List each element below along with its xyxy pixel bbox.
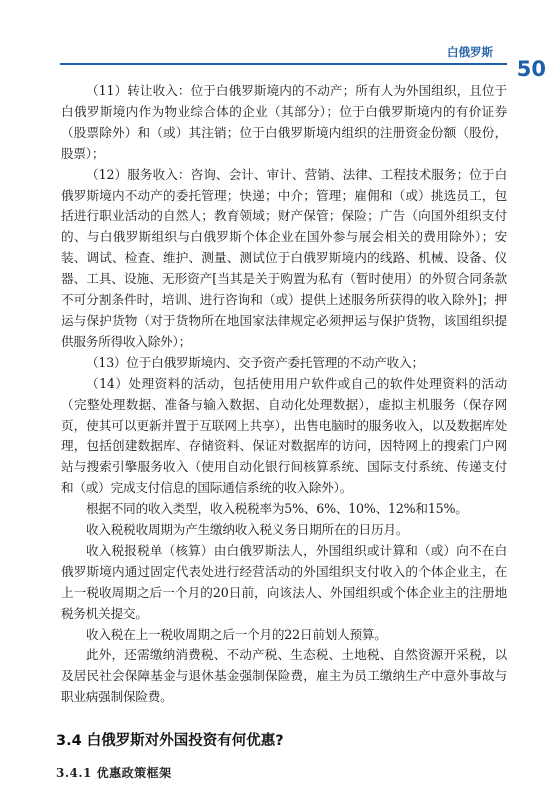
paragraph-other-taxes: 此外，还需缴纳消费税、不动产税、生态税、土地税、自然资源开采税，以及居民社会保障基金与退休基金强制保险费，雇主为员工缴纳生产中意外事故与职业病强制保险费。 bbox=[61, 647, 507, 705]
section-heading: 3.4 白俄罗斯对外国投资有何优惠? bbox=[56, 733, 284, 750]
paragraph-tax-rates: 根据不同的收入类型，收入税税率为5%、6%、10%、12%和15%。 bbox=[86, 501, 468, 517]
paragraph-item-11: （11）转让收入：位于白俄罗斯境内的不动产；所有人为外国组织，且位于白俄罗斯境内作为物业综合体的企业（其部分）；位于白俄罗斯境内的有价证券（股票除外）和（或）其注销；位于白俄罗斯境内组织的注册资金份额（股份，股票）； bbox=[61, 83, 507, 161]
page-body bbox=[56, 81, 507, 781]
running-header-country: 白俄罗斯 bbox=[447, 45, 493, 59]
header-rule bbox=[60, 63, 507, 65]
paragraph-tax-period: 收入税税收周期为产生缴纳收入税义务日期所在的日历月。 bbox=[86, 522, 409, 538]
page-number: 50 bbox=[516, 57, 546, 81]
paragraph-item-13: （13）位于白俄罗斯境内、交予资产委托管理的不动产收入； bbox=[86, 354, 424, 370]
subsection-heading: 3.4.1 优惠政策框架 bbox=[56, 766, 172, 781]
paragraph-tax-payment: 收入税在上一税收周期之后一个月的22日前划人预算。 bbox=[86, 626, 387, 642]
paragraph-item-14: （14）处理资料的活动，包括使用用户软件或自己的软件处理资料的活动（完整处理数据、准备与输入数据、自动化处理数据），虚拟主机服务（保存网页，使其可以更新并置于互联网上共享），出售电脑时的服务收入，以及数据库处理，包括创建数据库、存储资料、保证对数据库的访问，因特网上的搜索门户网站与搜索引擎服务收入（使用自动化银行间核算系统、国际支付系统、传递支付和（或）完成支付信息的国际通信系统的收入除外）。 bbox=[61, 375, 507, 496]
paragraph-item-12: （12）服务收入：咨询、会计、审计、营销、法律、工程技术服务；位于白俄罗斯境内不动产的委托管理；快递；中介；管理；雇佣和（或）挑选员工，包括进行职业活动的自然人；教育领域；财产保管；保险；广告（向国外组织支付的、与白俄罗斯组织与白俄罗斯个体企业在国外参与展会相关的费用除外）；安装、调试、检查、维护、测量、测试位于白俄罗斯境内的线路、机械、设备、仪器、工具、设施、无形资产[当其是关于购置为私有（暂时使用）的外贸合同条款不可分割条件时，培训、进行咨询和（或）提供上述服务所获得的收入除外]；押运与保护货物（对于货物所在地国家法律规定必须押运与保护货物，该国组织提供服务所得收入除外）； bbox=[61, 166, 507, 349]
paragraph-tax-return: 收入税报税单（核算）由白俄罗斯法人，外国组织或计算和（或）向不在白俄罗斯境内通过固定代表处进行经营活动的外国组织支付收入的个体企业主，在上一税收周期之后一个月的20日前，向该法人、外国组织或个体企业主的注册地税务机关提交。 bbox=[61, 542, 507, 621]
